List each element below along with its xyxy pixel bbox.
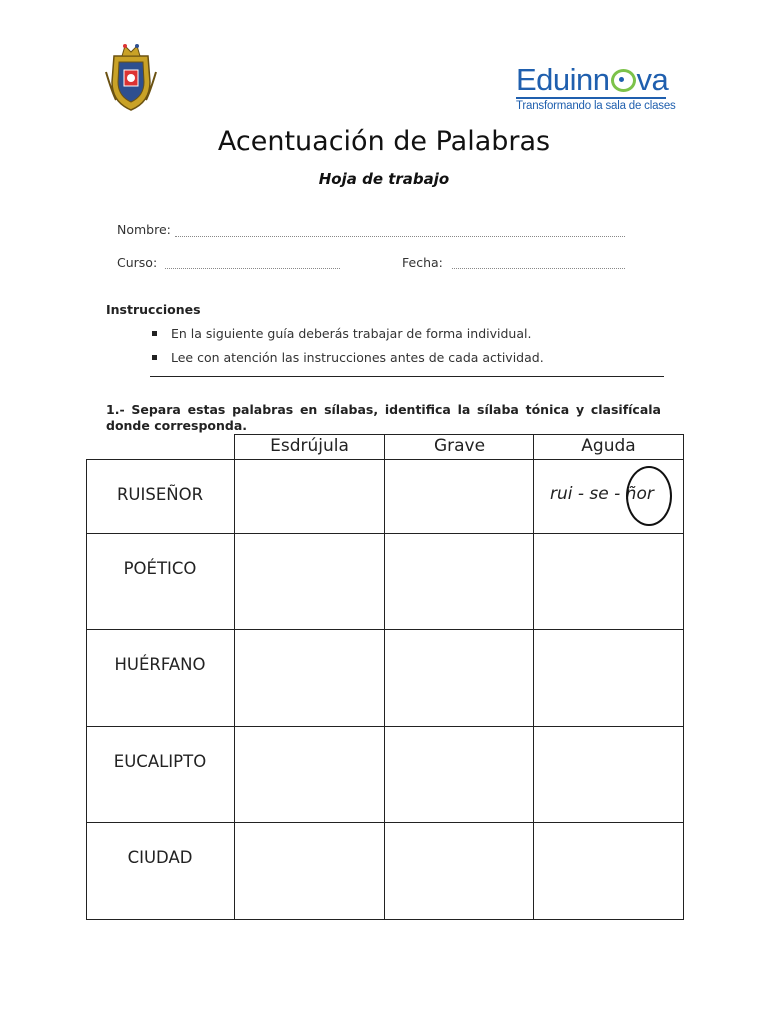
table-row-line <box>86 533 684 534</box>
answer-cell-esdrujula[interactable] <box>235 460 383 532</box>
instructions-heading: Instrucciones <box>106 302 201 317</box>
activity-prompt: 1.- Separa estas palabras en sílabas, identifica la sílaba tónica y clasifícala donde corresponda. <box>106 402 661 433</box>
word-cell: POÉTICO <box>123 559 197 578</box>
word-cell: EUCALIPTO <box>113 752 207 771</box>
instruction-text: Lee con atención las instrucciones antes de cada actividad. <box>171 350 544 365</box>
bullet-square-icon <box>152 331 157 336</box>
nombre-label: Nombre: <box>117 222 171 237</box>
brand-tagline: Transformando la sala de clases <box>516 97 666 112</box>
table-border-top <box>234 434 684 435</box>
section-divider <box>150 376 664 377</box>
brand-name <box>516 62 669 97</box>
eduinnova-logo <box>516 62 676 112</box>
word-cell: CIUDAD <box>127 848 193 867</box>
bullet-square-icon <box>152 355 157 360</box>
table-row-line <box>86 726 684 727</box>
curso-field[interactable] <box>165 268 340 269</box>
university-crest-logo <box>104 42 158 112</box>
instruction-text: En la siguiente guía deberás trabajar de forma individual. <box>171 326 532 341</box>
fecha-field[interactable] <box>452 268 625 269</box>
example-answer: rui - se - ñor <box>550 484 654 504</box>
word-cell: RUISEÑOR <box>116 485 204 504</box>
column-header-grave: Grave <box>433 436 486 456</box>
word-cell: HUÉRFANO <box>114 655 206 674</box>
nombre-field[interactable] <box>175 236 625 237</box>
fecha-label: Fecha: <box>402 255 443 270</box>
instruction-item <box>152 350 544 365</box>
page-subtitle: Hoja de trabajo <box>318 170 450 188</box>
table-row-line <box>86 629 684 630</box>
page-title: Acentuación de Palabras <box>217 126 551 157</box>
instruction-item <box>152 326 531 341</box>
curso-label: Curso: <box>117 255 158 270</box>
brand-o-ring-icon <box>611 69 636 92</box>
column-header-esdrujula: Esdrújula <box>270 436 349 456</box>
table-row-line <box>86 822 684 823</box>
table-border-bottom <box>86 919 684 920</box>
tonic-syllable-circle <box>626 466 672 526</box>
column-header-aguda: Aguda <box>581 436 636 456</box>
brand-name-start: Eduinn <box>516 62 610 97</box>
answer-cell-grave[interactable] <box>385 460 532 532</box>
table-col-line <box>533 434 534 920</box>
table-col-line <box>683 434 684 920</box>
brand-name-end: va <box>636 62 669 97</box>
